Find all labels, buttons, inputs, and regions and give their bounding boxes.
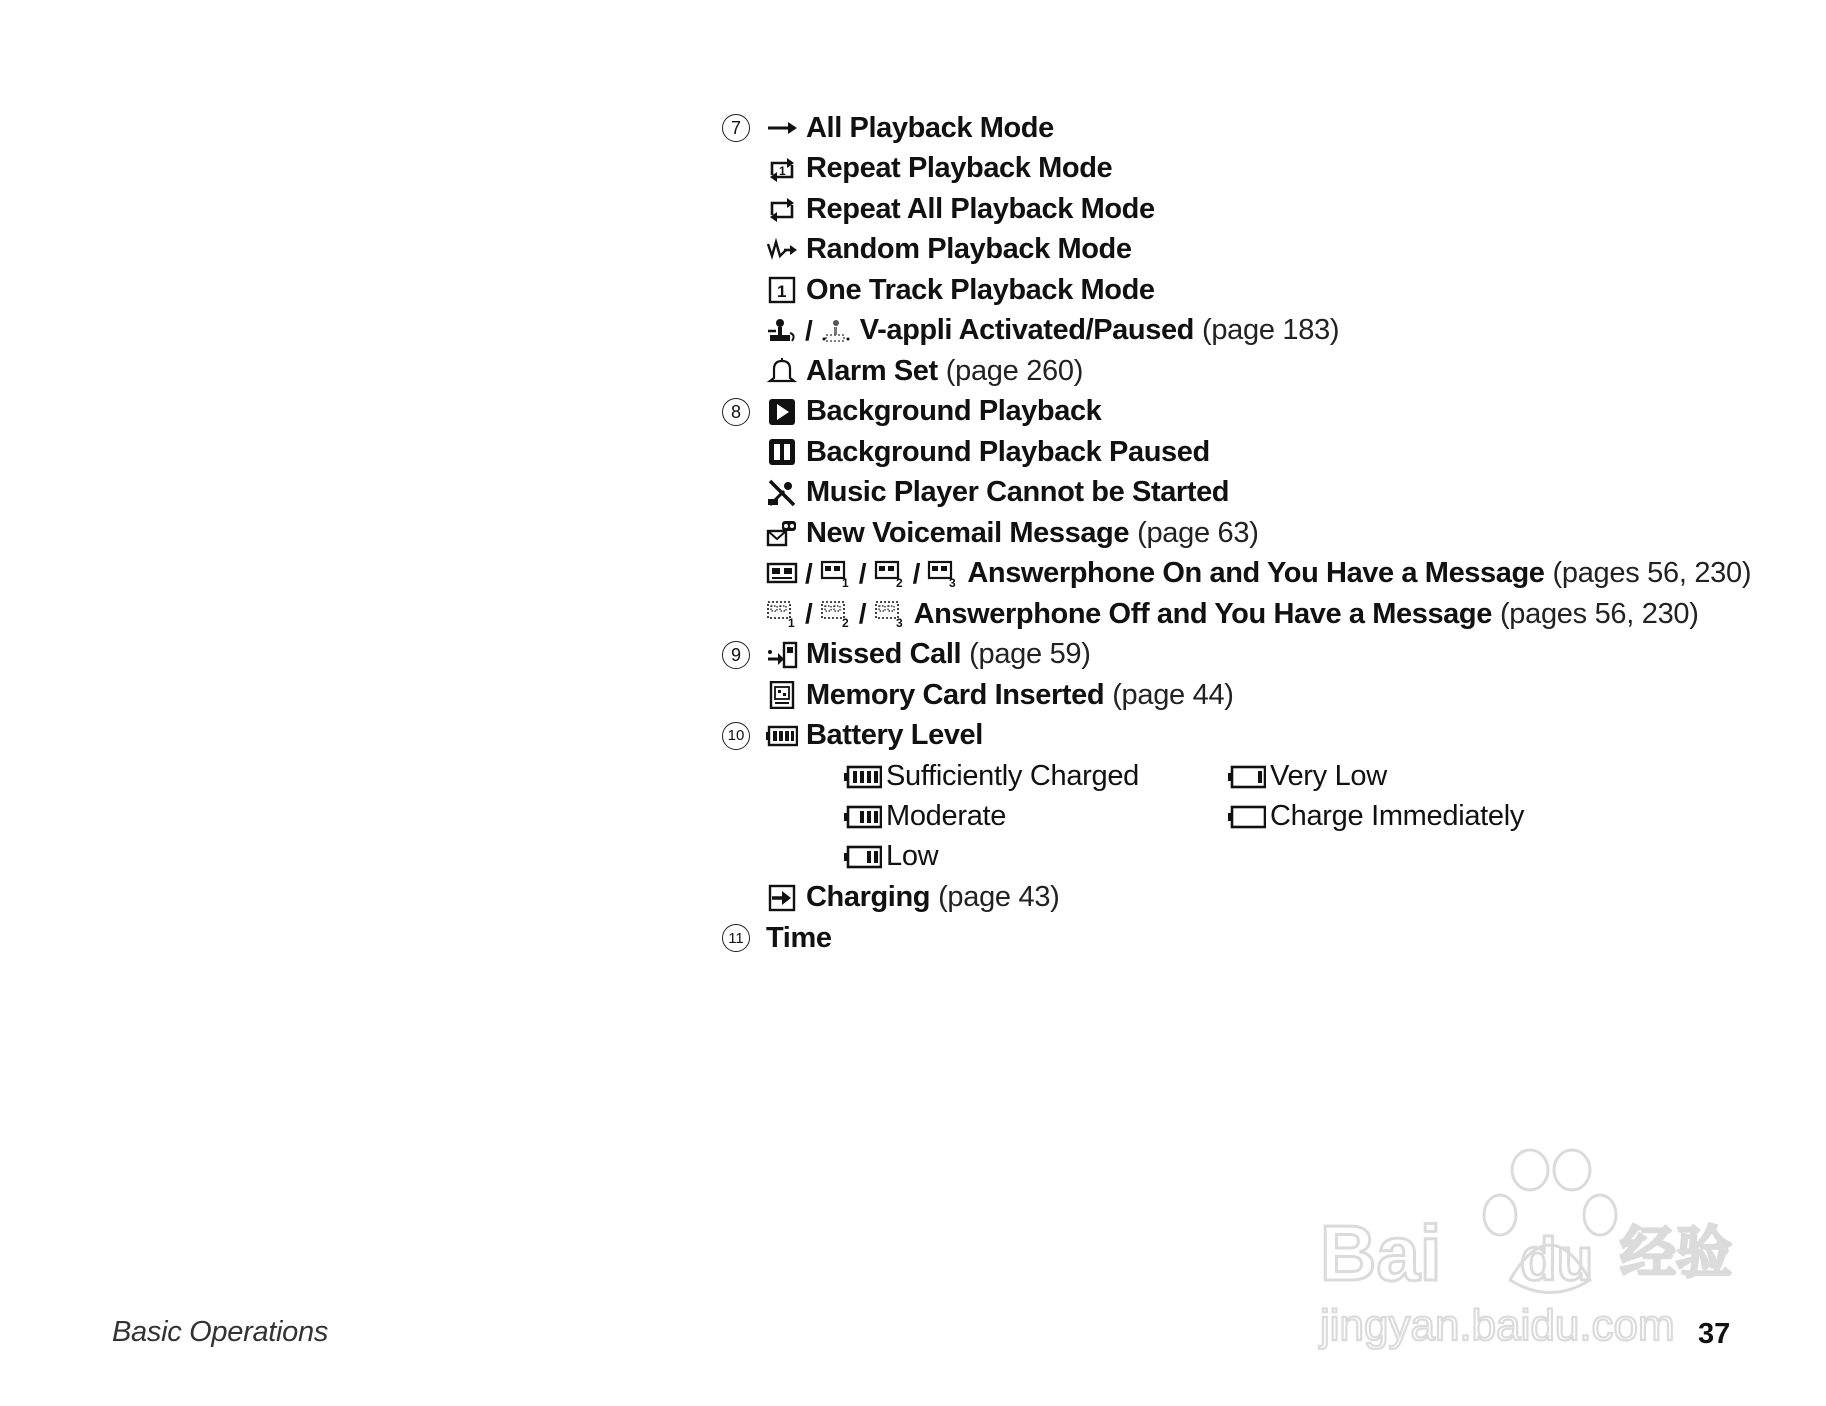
battery-level-item [1228, 802, 1524, 831]
svg-text:Bai: Bai [1320, 1209, 1442, 1297]
item-label: Background Playback [806, 395, 1102, 428]
legend-row [722, 351, 1782, 392]
item-label: V-appli Activated/Paused [859, 314, 1194, 347]
item-label: Missed Call [806, 638, 962, 671]
item-label: Battery Level [806, 719, 983, 752]
answerphone-off-3-icon [874, 600, 906, 628]
item-label: Repeat All Playback Mode [806, 192, 1155, 225]
answerphone-off-1-icon [766, 600, 798, 628]
section-number: 7 [722, 114, 750, 142]
repeat-all-icon [766, 195, 798, 223]
page-reference: (page 63) [1137, 516, 1259, 549]
item-label: New Voicemail Message [806, 516, 1130, 549]
battery-level-label: Sufficiently Charged [886, 760, 1140, 792]
battery-low-icon [844, 845, 882, 869]
svg-text:2: 2 [895, 575, 903, 588]
pause-icon [766, 438, 798, 466]
item-label: Time [766, 921, 832, 954]
vappli-active-icon [766, 317, 798, 345]
svg-text:jingyan.baidu.com: jingyan.baidu.com [1320, 1301, 1675, 1350]
voicemail-icon [766, 519, 798, 547]
legend-row [722, 392, 1782, 433]
legend-row [722, 675, 1782, 716]
item-label: Charging [806, 881, 931, 914]
legend-row [722, 635, 1782, 676]
item-label: Background Playback Paused [806, 435, 1210, 468]
battery-levels-grid [722, 756, 1782, 878]
page-reference: (pages 56, 230) [1552, 557, 1752, 590]
item-label: Repeat Playback Mode [806, 152, 1113, 185]
separator-slash: / [858, 557, 867, 589]
separator-slash: / [912, 557, 921, 589]
charging-icon [766, 884, 798, 912]
legend-row [722, 311, 1782, 352]
page-reference: (pages 56, 230) [1499, 597, 1699, 630]
one-track-icon [766, 276, 798, 304]
legend-row [722, 878, 1782, 919]
battery-icon [766, 722, 798, 750]
legend-content [722, 108, 1782, 959]
bell-icon [766, 357, 798, 385]
answerphone-on-1-icon [820, 560, 852, 588]
legend-row [722, 432, 1782, 473]
item-label: One Track Playback Mode [806, 273, 1155, 306]
page-reference: (page 43) [938, 881, 1060, 914]
answerphone-off-2-icon [820, 600, 852, 628]
item-label: Music Player Cannot be Started [806, 476, 1230, 509]
svg-text:3: 3 [949, 575, 957, 588]
no-music-icon [766, 479, 798, 507]
page-reference: (page 44) [1112, 678, 1234, 711]
item-label: All Playback Mode [806, 111, 1054, 144]
svg-text:2: 2 [841, 616, 849, 629]
svg-text:1: 1 [841, 575, 849, 588]
legend-row [722, 270, 1782, 311]
separator-slash: / [805, 598, 813, 630]
legend-row [722, 189, 1782, 230]
legend-row [722, 716, 1782, 757]
svg-text:1: 1 [779, 163, 786, 178]
battery-level-item [844, 762, 1139, 791]
battery-moderate-icon [844, 805, 882, 829]
separator-slash: / [805, 557, 813, 589]
battery-level-label: Very Low [1270, 760, 1387, 792]
battery-very-low-icon [1228, 765, 1266, 789]
legend-row [722, 108, 1782, 149]
section-number: 8 [722, 398, 750, 426]
play-icon [766, 398, 798, 426]
page-reference: (page 183) [1202, 314, 1340, 347]
missed-call-icon [766, 641, 798, 669]
svg-text:3: 3 [895, 616, 903, 629]
legend-row [722, 918, 1782, 959]
legend-row [722, 473, 1782, 514]
footer-section-title: Basic Operations [112, 1316, 329, 1348]
battery-level-label: Moderate [886, 800, 1007, 832]
svg-text:1: 1 [788, 616, 795, 629]
battery-full-icon [844, 765, 882, 789]
legend-row [722, 594, 1782, 635]
section-number: 11 [722, 924, 750, 952]
item-label: Answerphone On and You Have a Message [967, 557, 1545, 590]
answerphone-on-icon [766, 560, 798, 588]
answerphone-on-2-icon [874, 560, 906, 588]
svg-text:经验: 经验 [1620, 1221, 1732, 1286]
svg-text:du: du [1520, 1226, 1594, 1293]
vappli-paused-icon [820, 317, 852, 345]
item-label: Random Playback Mode [806, 233, 1132, 266]
legend-row [722, 149, 1782, 190]
answerphone-on-3-icon [927, 560, 959, 588]
battery-level-item [1228, 762, 1387, 791]
separator-slash: / [805, 314, 813, 346]
page-number: 37 [1698, 1318, 1731, 1350]
battery-level-label: Charge Immediately [1270, 800, 1525, 832]
legend-row [722, 230, 1782, 271]
item-label: Answerphone Off and You Have a Message [913, 597, 1492, 630]
page-reference: (page 260) [945, 354, 1084, 387]
separator-slash: / [858, 598, 867, 630]
battery-empty-icon [1228, 805, 1266, 829]
arrow-right-icon [766, 114, 798, 142]
section-number: 10 [722, 722, 750, 750]
section-number: 9 [722, 641, 750, 669]
battery-level-item [844, 842, 938, 871]
item-label: Alarm Set [806, 354, 938, 387]
memory-card-icon [766, 681, 798, 709]
baidu-watermark [1300, 1140, 1740, 1350]
page-reference: (page 59) [969, 638, 1091, 671]
legend-row [722, 513, 1782, 554]
battery-level-label: Low [886, 840, 939, 872]
item-label: Memory Card Inserted [806, 678, 1105, 711]
battery-level-item [844, 802, 1006, 831]
random-icon [766, 236, 798, 264]
svg-text:1: 1 [777, 282, 787, 302]
legend-row [722, 554, 1782, 595]
repeat-one-icon [766, 155, 798, 183]
